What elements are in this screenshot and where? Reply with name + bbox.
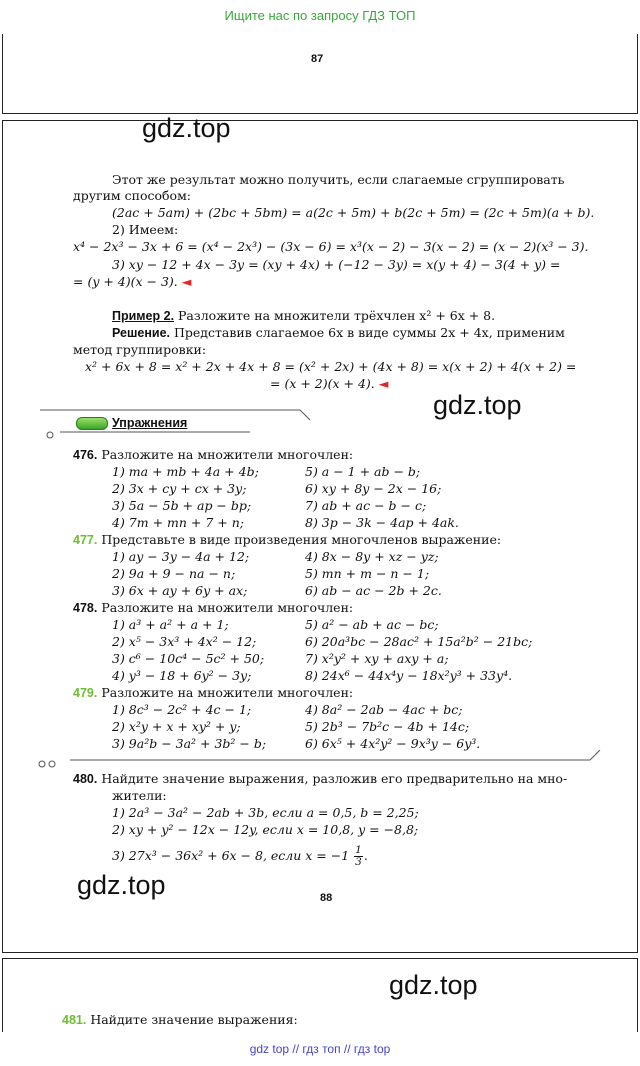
exercise-task: Разложите на множители многочлен: (101, 600, 354, 615)
page-number-87: 87 (311, 53, 324, 65)
example2-line-2: метод группировки: (73, 342, 207, 357)
page-border-left (2, 34, 3, 114)
exercise-476 (73, 447, 353, 463)
ex479-item-3: 3) 9a²b − 3a² + 3b² − b; (112, 736, 267, 751)
example2-title (112, 308, 495, 324)
bottom-banner[interactable]: gdz top // гдз топ // гдз top (249, 1042, 391, 1056)
ex477-item-1: 1) ay − 3y − 4a + 12; (112, 549, 250, 564)
exercise-480 (73, 771, 567, 787)
fraction-denominator: 3 (355, 856, 362, 868)
ex480-task-cont: жители: (112, 788, 167, 803)
intro-line-5: x⁴ − 2x³ − 3x + 6 = (x⁴ − 2x³) − (3x − 6) = x³(x − 2) − 3(x − 2) = (x − 2)(x³ − 3). (73, 239, 589, 254)
ex476-item-1: 1) ma + mb + 4a + 4b; (112, 464, 259, 479)
intro-line-1: Этот же результат можно получить, если слагаемые сгруппировать (112, 172, 565, 187)
intro-line-2: другим способом: (73, 188, 191, 203)
page-border-left-88 (2, 120, 3, 952)
exercise-number: 480. (73, 772, 98, 786)
ex479-item-2: 2) x²y + x + xy² + y; (112, 719, 241, 734)
fraction (354, 845, 363, 868)
page-border-left-89 (2, 958, 3, 1032)
ex476-item-7: 7) ab + ac − b − c; (305, 498, 427, 513)
example2-line-4-text: = (x + 2)(x + 4). (270, 376, 375, 391)
ex476-item-5: 5) a − 1 + ab − b; (305, 464, 421, 479)
exercise-task: Найдите значение выражения, разложив его предварительно на мно- (101, 771, 568, 786)
ex478-item-5: 5) a² − ab + ac − bc; (305, 617, 439, 632)
page-divider (2, 113, 638, 114)
exercise-481 (62, 1012, 298, 1028)
ex476-item-6: 6) xy + 8y − 2x − 16; (305, 481, 442, 496)
page-top-border-88 (2, 120, 638, 121)
solution-text: Представив слагаемое 6x в виде суммы 2x + 4x, применим (170, 325, 565, 340)
section-decoration (30, 750, 610, 770)
ex478-item-3: 3) c⁶ − 10c⁴ − 5c² + 50; (112, 651, 265, 666)
top-banner[interactable]: Ищите нас по запросу ГДЗ ТОП (224, 8, 416, 23)
exercise-number: 477. (73, 533, 98, 547)
example2-line-4 (270, 376, 388, 392)
ex476-item-8: 8) 3p − 3k − 4ap + 4ak. (305, 515, 459, 530)
ex479-item-4: 4) 8a² − 2ab − 4ac + bc; (305, 702, 463, 717)
ex479-item-5: 5) 2b³ − 7b²c − 4b + 14c; (305, 719, 470, 734)
exercise-477 (73, 532, 501, 548)
exercise-task: Найдите значение выражения: (90, 1012, 298, 1027)
exercises-pill-icon (76, 417, 108, 430)
page-top-border-89 (2, 958, 638, 959)
exercise-number: 478. (73, 601, 98, 615)
exercises-title: Упражнения (112, 416, 188, 430)
ex476-item-3: 3) 5a − 5b + ap − bp; (112, 498, 252, 513)
exercise-number: 481. (62, 1013, 87, 1027)
example2-task: Разложите на множители трёхчлен x² + 6x + 8. (174, 308, 496, 323)
ex478-item-4: 4) y³ − 18 + 6y² − 3y; (112, 668, 252, 683)
watermark-1: gdz.top (142, 113, 231, 143)
exercise-479 (73, 685, 353, 701)
exercise-task: Представьте в виде произведения многочленов выражение: (101, 532, 502, 547)
intro-line-7 (73, 274, 191, 290)
exercise-number: 476. (73, 448, 98, 462)
ex478-item-1: 1) a³ + a² + a + 1; (112, 617, 229, 632)
page-border-right-88 (637, 120, 638, 952)
cut-off-line (100, 1030, 400, 1033)
ex476-item-4: 4) 7m + mn + 7 + n; (112, 515, 244, 530)
intro-line-3: (2ac + 5am) + (2bc + 5bm) = a(2c + 5m) + b(2c + 5m) = (2c + 5m)(a + b). (112, 205, 595, 220)
page-divider-88 (2, 952, 638, 953)
ex477-item-2: 2) 9a + 9 − na − n; (112, 566, 236, 581)
intro-line-6: 3) xy − 12 + 4x − 3y = (xy + 4x) + (−12 − 3y) = x(y + 4) − 3(4 + y) = (112, 257, 561, 272)
page-border-right (637, 34, 638, 114)
ex479-item-1: 1) 8c³ − 2c² + 4c − 1; (112, 702, 252, 717)
watermark-4: gdz.top (389, 970, 478, 1000)
ex478-item-6: 6) 20a³bc − 28ac² + 15a²b² − 21bc; (305, 634, 533, 649)
intro-line-4: 2) Имеем: (112, 222, 179, 237)
exercise-478 (73, 600, 353, 616)
ex478-item-8: 8) 24x⁶ − 44x⁴y − 18x²y³ + 33y⁴. (305, 668, 513, 683)
ex476-item-2: 2) 3x + cy + cx + 3y; (112, 481, 247, 496)
exercise-task: Разложите на множители многочлен: (101, 447, 354, 462)
page-border-right-89 (637, 958, 638, 1032)
ex480-item-1: 1) 2a³ − 3a² − 2ab + 3b, если a = 0,5, b = 2,25; (112, 805, 419, 820)
ex480-item-2: 2) xy + y² − 12x − 12y, если x = 10,8, y = −8,8; (112, 822, 419, 837)
watermark-3: gdz.top (77, 870, 166, 900)
page-number-88: 88 (320, 892, 333, 904)
ex479-item-6: 6) 6x⁵ + 4x²y² − 9x³y − 6y³. (305, 736, 481, 751)
exercise-task: Разложите на множители многочлен: (101, 685, 354, 700)
example2-label: Пример 2. (112, 309, 175, 323)
example2-solution (112, 325, 565, 341)
ex480-item-3-end: . (363, 848, 368, 863)
solution-label: Решение. (112, 326, 171, 340)
ex477-item-3: 3) 6x + ay + 6y + ax; (112, 583, 248, 598)
ex477-item-4: 4) 8x − 8y + xz − yz; (305, 549, 439, 564)
exercise-number: 479. (73, 686, 98, 700)
ex480-item-3 (112, 845, 368, 868)
end-marker-icon: ◄ (378, 376, 389, 391)
watermark-2: gdz.top (433, 390, 522, 420)
fraction-numerator: 1 (355, 844, 362, 856)
intro-line-7-text: = (y + 4)(x − 3). (73, 274, 178, 289)
ex480-item-3-text: 3) 27x³ − 36x² + 6x − 8, если x = −1 (112, 848, 350, 863)
ex477-item-5: 5) mn + m − n − 1; (305, 566, 430, 581)
ex478-item-7: 7) x²y² + xy + axy + a; (305, 651, 449, 666)
example2-line-3: x² + 6x + 8 = x² + 2x + 4x + 8 = (x² + 2x) + (4x + 8) = x(x + 2) + 4(x + 2) = (85, 359, 577, 374)
ex477-item-6: 6) ab − ac − 2b + 2c. (305, 583, 442, 598)
ex478-item-2: 2) x⁵ − 3x³ + 4x² − 12; (112, 634, 257, 649)
end-marker-icon: ◄ (181, 274, 192, 289)
